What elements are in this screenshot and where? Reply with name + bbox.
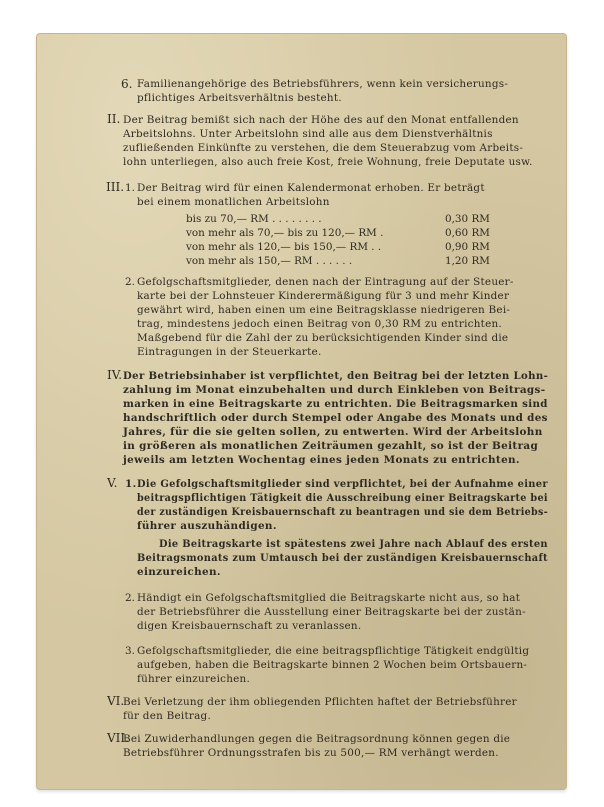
section-V-note-line-2: Beitragsmonats zum Umtausch bei der zuständigen Kreisbauernschaft [137,552,548,564]
section-IV-line-1: Der Betriebsinhaber ist verpflichtet, den Beitrag bei der letzten Lohn- [123,370,549,382]
section-V-para-2-number: 2. [125,592,135,604]
section-VI-line-2: für den Beitrag. [123,710,212,722]
section-V-para-1-line-4: führer auszuhändigen. [137,520,277,532]
section-VII-line-2: Betriebsführer Ordnungsstrafen bis zu 500,— RM verhängt werden. [123,747,499,759]
section-VI-line-1: Bei Verletzung der ihm obliegenden Pflichten haftet der Betriebsführer [123,696,517,708]
section-V-para-3-line-2: aufgeben, haben die Beitragskarte binnen 2 Wochen beim Ortsbauern- [137,659,528,671]
section-V-para-1-line-2: beitragspflichtigen Tätigkeit die Ausschreibung einer Beitragskarte bei [137,492,548,504]
section-V-note-line-3: einzureichen. [137,566,221,578]
item-6-line-1: Familienangehörige des Betriebsführers, wenn kein versicherungs- [137,78,509,90]
section-III-para-1-line-1: Der Beitrag wird für einen Kalendermonat erhoben. Er beträgt [137,182,485,194]
section-III-para-1-line-2: bei einem monatlichen Arbeitslohn [137,196,330,208]
section-III-number: III. [106,180,125,194]
section-V-para-3-number: 3. [125,645,135,657]
item-6-line-2: pflichtiges Arbeitsverhältnis besteht. [137,92,342,104]
section-IV-line-3: marken in eine Beitragskarte zu entrichten. Die Beitragsmarken sind [123,398,548,410]
rate-row-1-amount: 0,30 RM [445,213,490,225]
section-III-para-2-number: 2. [125,276,135,288]
section-III-para-2-line-2: karte bei der Lohnsteuer Kinderermäßigung für 3 und mehr Kinder [137,290,510,302]
section-V-para-2-line-1: Händigt ein Gefolgschaftsmitglied die Beitragskarte nicht aus, so hat [137,592,521,604]
section-II-line-4: lohn unterliegen, also auch freie Kost, freie Wohnung, freie Deputate usw. [123,156,533,168]
section-III-para-2-line-5: Maßgebend für die Zahl der zu berücksichtigenden Kinder sind die [137,332,509,344]
section-IV-line-4: handschriftlich oder durch Stempel oder Angabe des Monats und des [123,412,548,424]
section-IV-line-5: Jahres, für die sie gelten sollen, zu entwerten. Wird der Arbeitslohn [123,426,543,438]
item-6-number: 6. [121,77,133,91]
section-IV-line-6: in größeren als monatlichen Zeiträumen gezahlt, so ist der Beitrag [123,440,539,452]
rate-row-1-range: bis zu 70,— RM . . . . . . . . [186,213,322,225]
section-IV-number: IV. [107,368,123,382]
contribution-card-back [36,33,567,790]
section-V-para-3-line-3: führer einzureichen. [137,673,251,685]
section-III-para-2-line-1: Gefolgschaftsmitglieder, denen nach der Eintragung auf der Steuer- [137,276,514,288]
section-V-para-1-number: 1. [125,478,137,490]
section-V-note-line-1: Die Beitragskarte ist spätestens zwei Jahre nach Ablauf des ersten [159,538,548,550]
section-V-para-2-line-3: digen Kreisbauernschaft zu veranlassen. [137,620,362,632]
section-II-line-3: zufließenden Einkünfte zu verstehen, die dem Steuerabzug vom Arbeits- [123,142,524,154]
rate-row-4-amount: 1,20 RM [445,255,490,267]
section-VII-line-1: Bei Zuwiderhandlungen gegen die Beitragsordnung können gegen die [123,733,511,745]
section-III-para-2-line-6: Eintragungen in der Steuerkarte. [137,346,322,358]
rate-row-2-amount: 0,60 RM [445,227,490,239]
rate-row-2-range: von mehr als 70,— bis zu 120,— RM . [186,227,384,239]
section-II-line-1: Der Beitrag bemißt sich nach der Höhe des auf den Monat entfallenden [123,114,519,126]
section-VII-number: VII. [107,731,129,745]
section-II-line-2: Arbeitslohns. Unter Arbeitslohn sind alle aus dem Dienstverhältnis [123,128,493,140]
section-III-para-2-line-3: gewährt wird, haben einen um eine Beitragsklasse niedrigeren Bei- [137,304,511,316]
rate-row-3-amount: 0,90 RM [445,241,490,253]
section-V-para-3-line-1: Gefolgschaftsmitglieder, die eine beitragspflichtige Tätigkeit endgültig [137,645,530,657]
section-VI-number: VI. [107,694,125,708]
rate-row-4-range: von mehr als 150,— RM . . . . . . [186,255,353,267]
section-III-para-1-number: 1. [125,182,135,194]
section-III-para-2-line-4: trag, mindestens jedoch einen Beitrag von 0,30 RM zu entrichten. [137,318,502,330]
section-IV-line-2: zahlung im Monat einzubehalten und durch Einkleben von Beitrags- [123,384,546,396]
section-V-para-1-line-3: der zuständigen Kreisbauernschaft zu beantragen und sie dem Betriebs- [137,506,548,518]
section-II-number: II. [107,112,121,126]
section-V-para-1-line-1: Die Gefolgschaftsmitglieder sind verpflichtet, bei der Aufnahme einer [137,478,548,490]
rate-row-3-range: von mehr als 120,— bis 150,— RM . . [186,241,382,253]
section-IV-line-7: jeweils am letzten Wochentag eines jeden Monats zu entrichten. [123,454,520,466]
section-V-number: V. [107,476,118,490]
section-V-para-2-line-2: der Betriebsführer die Ausstellung einer Beitragskarte bei der zustän- [137,606,526,618]
